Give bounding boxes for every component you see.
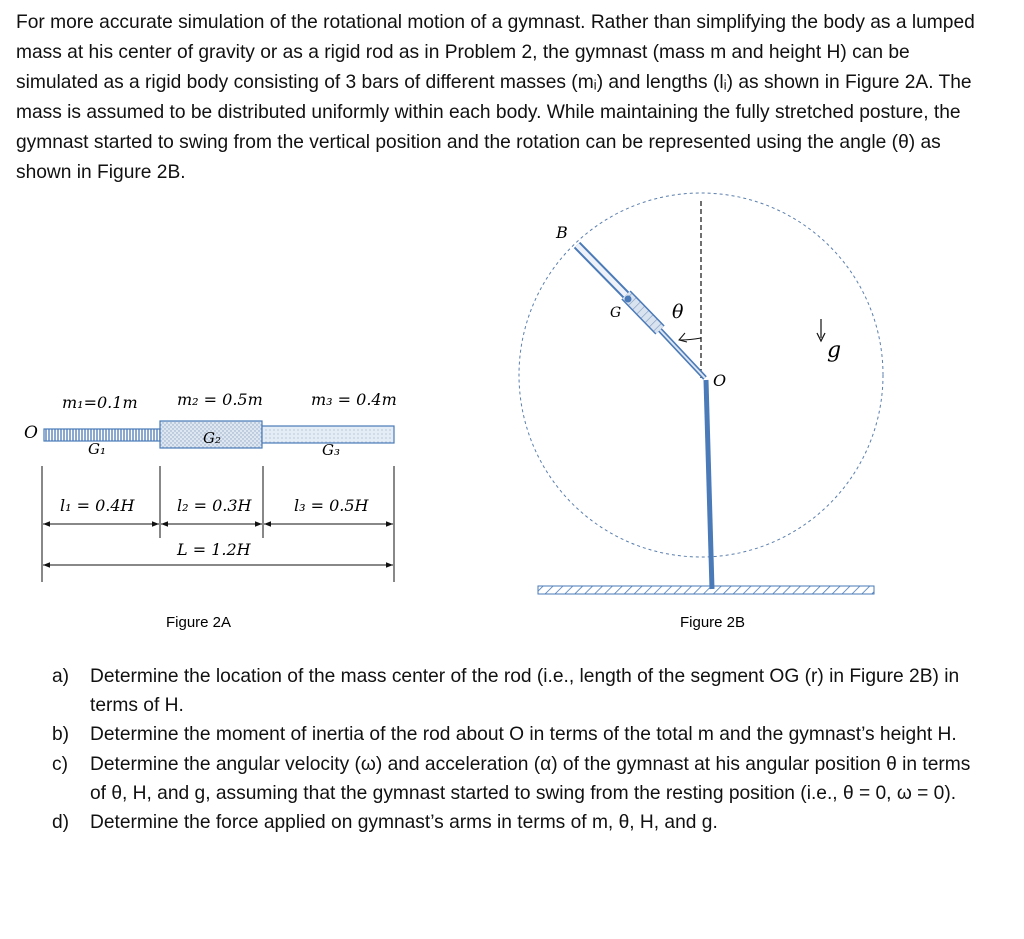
label-g: G [610, 305, 622, 321]
mass-label-2: m₂ = 0.5m [177, 390, 263, 409]
origin-label-2a: O [24, 423, 38, 443]
question-label: c) [52, 753, 68, 775]
label-theta: θ [672, 301, 684, 323]
mass-center-dot [625, 296, 632, 303]
label-b: B [556, 223, 568, 242]
length-label-2: l₂ = 0.3H [177, 496, 252, 515]
gymnast-rod [577, 245, 705, 378]
figure-2b [519, 193, 883, 631]
length-label-1: l₁ = 0.4H [60, 496, 135, 515]
question-item [52, 750, 972, 808]
figure-2a-caption: Figure 2A [166, 614, 232, 631]
question-text: Determine the moment of inertia of the rod about O in terms of the total m and the gymnast’s height H. [90, 724, 957, 746]
length-label-3: l₃ = 0.5H [294, 496, 369, 515]
mass-label-1: m₁=0.1m [62, 393, 138, 412]
intro-paragraph: For more accurate simulation of the rotational motion of a gymnast. Rather than simplifying the body as a lumped mass at his center of gravity or as a rigid rod as in Problem 2, the gymnast (mass m and height H) can be simulated as a rigid body consisting of 3 bars of different masses (mᵢ) and lengths (lᵢ) as shown in Figure 2A. The mass is assumed to be distributed uniformly within each body. While maintaining the fully stretched posture, the gymnast started to swing from the vertical position and the rotation can be represented using the angle (θ) as shown in Figure 2B. [16, 12, 975, 183]
figure-2b-caption: Figure 2B [680, 614, 746, 631]
mass-label-3: m₃ = 0.4m [311, 390, 397, 409]
question-text: Determine the angular velocity (ω) and acceleration (α) of the gymnast at his angular position θ in terms of θ, H, and g, assuming that the gymnast started to swing from the resting position (i.e., θ = 0, ω = 0). [90, 753, 971, 804]
center-label-1: G₁ [88, 440, 106, 458]
theta-arrowhead [679, 333, 687, 342]
question-item [52, 808, 972, 837]
question-label: b) [52, 724, 70, 746]
floor [538, 586, 874, 594]
question-label: a) [52, 666, 70, 687]
center-label-2: G₂ [203, 429, 221, 447]
theta-arc [680, 338, 701, 340]
question-list [52, 662, 972, 837]
total-length-label: L = 1.2H [177, 540, 251, 559]
question-label: d) [52, 812, 70, 834]
label-gravity: g [827, 338, 842, 363]
center-label-3: G₃ [322, 441, 340, 459]
question-text: Determine the location of the mass center of the rod (i.e., length of the segment OG (r) in Figure 2B) in terms of H. [90, 666, 960, 717]
figure-2a [24, 390, 397, 631]
question-item [52, 720, 972, 749]
label-o: O [713, 371, 727, 390]
support-pole [706, 380, 712, 589]
question-text: Determine the force applied on gymnast’s arms in terms of m, θ, H, and g. [90, 812, 718, 834]
question-item [52, 662, 972, 720]
